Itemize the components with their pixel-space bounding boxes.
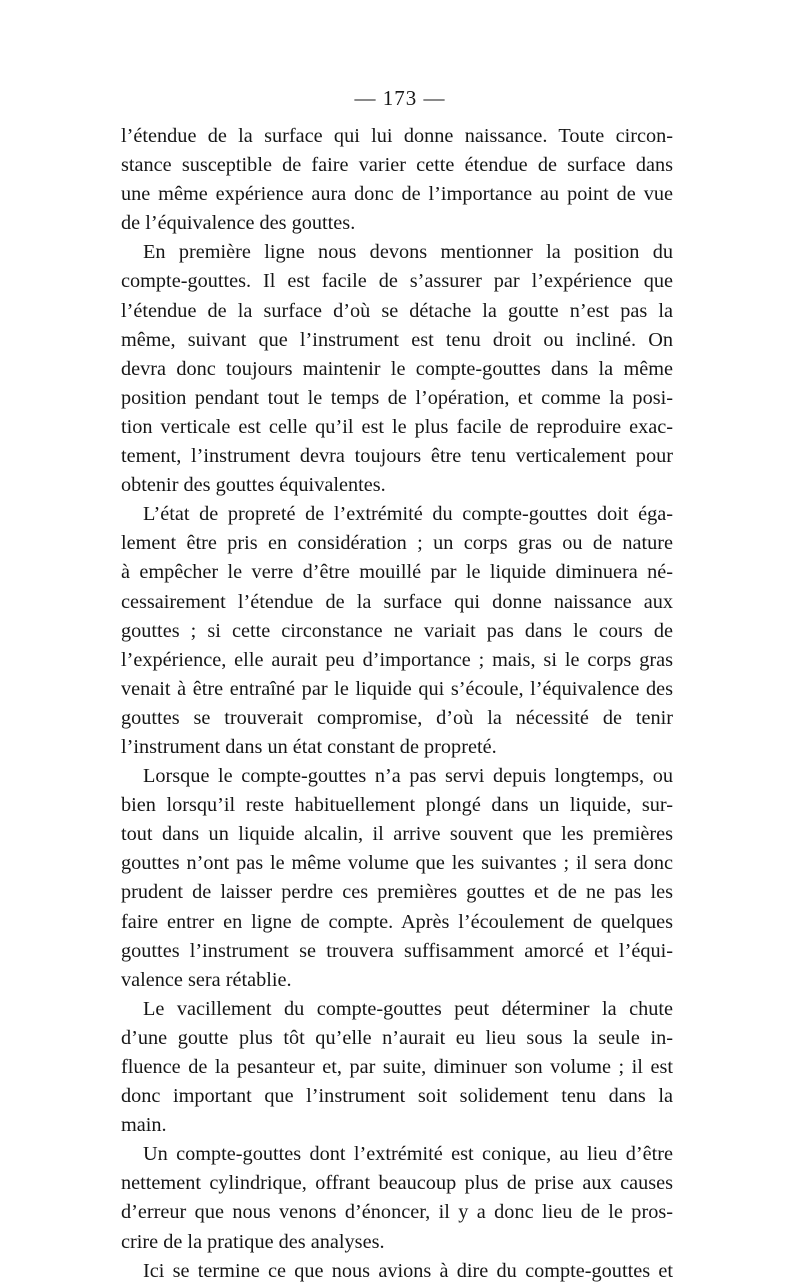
text-line: l’étendue de la surface qui lui donne naissance. Toute circon- [121,125,673,147]
text-line: lement être pris en considération ; un corps gras ou de nature [121,532,673,555]
text-line: gouttes n’ont pas le même volume que les suivantes ; il sera donc [121,852,673,875]
text-line: venait à être entraîné par le liquide qui s’écoule, l’équivalence des [121,677,673,700]
text-line: Ici se termine ce que nous avions à dire du compte-gouttes et [143,1259,673,1282]
text-line: gouttes l’instrument se trouvera suffisamment amorcé et l’équi- [121,939,673,962]
text-line: tout dans un liquide alcalin, il arrive souvent que les premières [121,823,673,846]
text-line: prudent de laisser perdre ces premières gouttes et de ne pas les [121,881,673,904]
text-line: même, suivant que l’instrument est tenu droit ou incliné. On [121,328,673,351]
text-line: crire de la pratique des analyses. [121,1230,385,1253]
text-line: d’erreur que nous venons d’énoncer, il y a donc lieu de le pros- [121,1201,673,1224]
text-line: stance susceptible de faire varier cette étendue de surface dans [121,154,673,177]
text-line: fluence de la pesanteur et, par suite, diminuer son volume ; il est [121,1056,673,1078]
text-line: main. [121,1114,167,1137]
text-line: obtenir des gouttes équivalentes. [121,474,386,497]
body-text [121,122,673,1286]
text-line: devra donc toujours maintenir le compte-gouttes dans la même [121,357,673,380]
text-line: valence sera rétablie. [121,968,292,991]
text-line: l’étendue de la surface d’où se détache la goutte n’est pas la [121,299,673,322]
text-line: Le vacillement du compte-gouttes peut déterminer la chute [143,997,673,1020]
text-line: bien lorsqu’il reste habituellement plongé dans un liquide, sur- [121,794,673,817]
text-line: L’état de propreté de l’extrémité du compte-gouttes doit éga- [143,503,673,526]
text-line: Lorsque le compte-gouttes n’a pas servi depuis longtemps, ou [143,765,673,788]
page-number: — 173 — [354,86,446,110]
text-line: compte-gouttes. Il est facile de s’assurer par l’expérience que [121,270,673,293]
text-line: En première ligne nous devons mentionner la position du [143,241,673,264]
text-line: tement, l’instrument devra toujours être tenu verticalement pour [121,445,673,468]
text-line: l’expérience, elle aurait peu d’importance ; mais, si le corps gras [121,648,673,671]
text-line: cessairement l’étendue de la surface qui donne naissance aux [121,590,673,613]
text-line: nettement cylindrique, offrant beaucoup plus de prise aux causes [121,1172,673,1195]
text-line: à empêcher le verre d’être mouillé par le liquide diminuera né- [121,561,673,584]
text-line: Un compte-gouttes dont l’extrémité est conique, au lieu d’être [143,1143,673,1166]
text-line: gouttes ; si cette circonstance ne variait pas dans le cours de [121,619,673,642]
text-line: gouttes se trouverait compromise, d’où la nécessité de tenir [121,706,673,729]
text-line: l’instrument dans un état constant de propreté. [121,735,497,758]
text-line: position pendant tout le temps de l’opération, et comme la posi- [121,386,673,409]
text-line: tion verticale est celle qu’il est le plus facile de reproduire exac- [121,415,673,438]
text-line: de l’équivalence des gouttes. [121,212,356,235]
text-line: donc important que l’instrument soit solidement tenu dans la [121,1085,673,1108]
text-line: une même expérience aura donc de l’importance au point de vue [121,183,673,206]
text-line: faire entrer en ligne de compte. Après l’écoulement de quelques [121,910,673,933]
text-line: d’une goutte plus tôt qu’elle n’aurait eu lieu sous la seule in- [121,1026,673,1049]
